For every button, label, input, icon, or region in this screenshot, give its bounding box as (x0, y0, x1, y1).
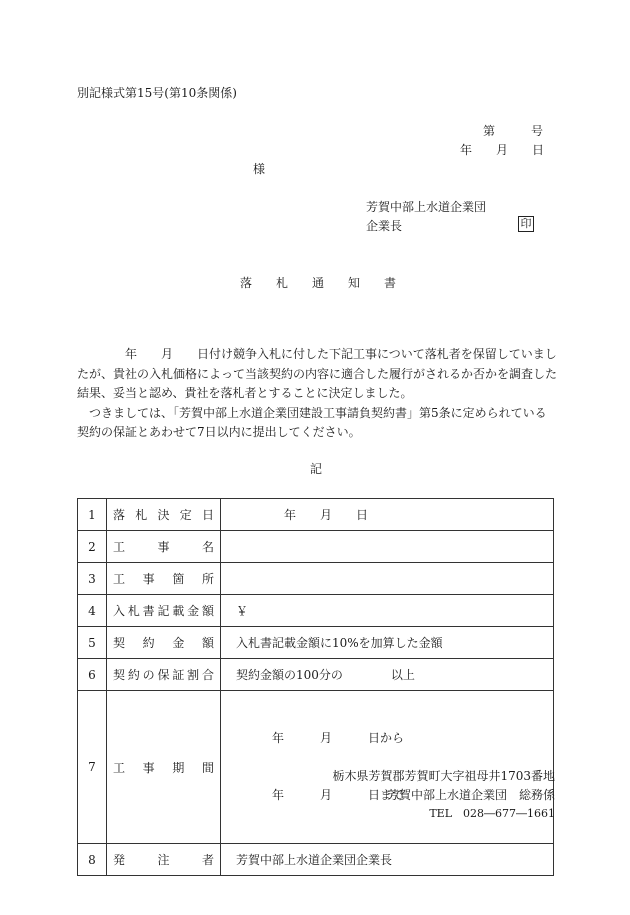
label-char: 工 (113, 760, 126, 775)
table-row (78, 531, 554, 563)
label-char: 書 (142, 604, 155, 618)
label-char: 注 (157, 853, 170, 867)
row-value: ￥ (221, 595, 554, 627)
label-char: 契 (113, 668, 126, 682)
label-char: 額 (201, 636, 214, 650)
document-number: 第 号 (483, 124, 544, 138)
ki-heading: 記 (310, 462, 323, 476)
label-spread (113, 506, 214, 523)
row-value: 芳賀中部上水道企業団企業長 (221, 844, 554, 876)
label-char: 証 (172, 668, 185, 682)
label-char: 事 (157, 540, 170, 554)
issuer-title: 企業長 (366, 219, 403, 233)
label-char: 入 (113, 604, 126, 618)
label-char: 工 (113, 540, 126, 554)
row-number: 8 (78, 844, 107, 876)
label-char: 期 (172, 760, 185, 775)
label-spread (113, 634, 214, 651)
label-char: 保 (157, 668, 170, 682)
row-number: 2 (78, 531, 107, 563)
table-row (78, 563, 554, 595)
label-char: 工 (113, 572, 126, 586)
label-char: 札 (135, 508, 148, 522)
label-char: 金 (187, 604, 200, 618)
body-text (77, 345, 557, 443)
label-spread (113, 570, 214, 587)
row-label (107, 627, 221, 659)
row-label (107, 844, 221, 876)
label-spread (113, 851, 214, 868)
label-char: 契 (113, 636, 126, 650)
label-spread (113, 666, 214, 683)
label-spread (113, 759, 214, 776)
body-paragraph: つきましては、「芳賀中部上水道企業団建設工事請負契約書」第5条に定められている契約の保証とあわせて7日以内に提出してください。 (77, 405, 547, 439)
label-spread (113, 538, 214, 555)
body-paragraph: 年 月 日付け競争入札に付した下記工事について落札者を保留していましたが、貴社の入札価格によって当該契約の内容に適合した履行がされるか否かを調査した結果、妥当と認め、貴社を落札者とすることに決定しました。 (77, 347, 558, 400)
seal-mark: 印 (518, 216, 534, 232)
label-char: 所 (201, 572, 214, 586)
label-char: 記 (157, 604, 170, 618)
label-char: 載 (172, 604, 185, 618)
table-row (78, 627, 554, 659)
label-char: 合 (201, 668, 214, 682)
label-char: 札 (127, 604, 140, 618)
row-value (221, 531, 554, 563)
table-row (78, 595, 554, 627)
table-row (78, 499, 554, 531)
table-row (78, 844, 554, 876)
row-value (221, 563, 554, 595)
row-number: 6 (78, 659, 107, 691)
label-char: の (142, 668, 155, 682)
row-label (107, 531, 221, 563)
row-label (107, 595, 221, 627)
row-number: 1 (78, 499, 107, 531)
row-label (107, 563, 221, 595)
label-char: 約 (127, 668, 140, 682)
label-char: 金 (172, 636, 185, 650)
label-char: 事 (142, 760, 155, 775)
label-char: 決 (157, 508, 170, 522)
label-char: 約 (142, 636, 155, 650)
label-char: 額 (201, 604, 214, 618)
label-char: 名 (201, 540, 214, 554)
row-number: 3 (78, 563, 107, 595)
label-spread (113, 602, 214, 619)
label-char: 箇 (172, 572, 185, 586)
label-char: 落 (113, 508, 126, 522)
label-char: 発 (113, 853, 126, 867)
row-number: 7 (78, 691, 107, 844)
document-title: 落 札 通 知 書 (240, 276, 397, 290)
row-value: 入札書記載金額に10%を加算した金額 (221, 627, 554, 659)
label-char: 間 (201, 760, 214, 775)
period-start: 年 月 日から (236, 731, 405, 745)
label-char: 定 (179, 508, 192, 522)
footer-address: 栃木県芳賀郡芳賀町大字祖母井1703番地 (332, 769, 555, 783)
issuer-organization: 芳賀中部上水道企業団 (366, 200, 487, 214)
form-number: 別記様式第15号(第10条関係) (77, 86, 237, 100)
table-row (78, 659, 554, 691)
row-label (107, 691, 221, 844)
row-label (107, 499, 221, 531)
label-char: 事 (142, 572, 155, 586)
row-value: 年 月 日 (221, 499, 554, 531)
document-date: 年 月 日 (460, 143, 545, 157)
row-value: 契約金額の100分の 以上 (221, 659, 554, 691)
label-char: 割 (187, 668, 200, 682)
row-number: 5 (78, 627, 107, 659)
label-char: 日 (201, 508, 214, 522)
row-label (107, 659, 221, 691)
footer-department: 芳賀中部上水道企業団 総務係 (386, 788, 555, 802)
addressee: 様 (253, 162, 266, 176)
period-end: 年 月 日まで (236, 788, 405, 802)
footer-tel: TEL 028―677―1661 (429, 807, 555, 820)
label-char: 者 (201, 853, 214, 867)
row-number: 4 (78, 595, 107, 627)
